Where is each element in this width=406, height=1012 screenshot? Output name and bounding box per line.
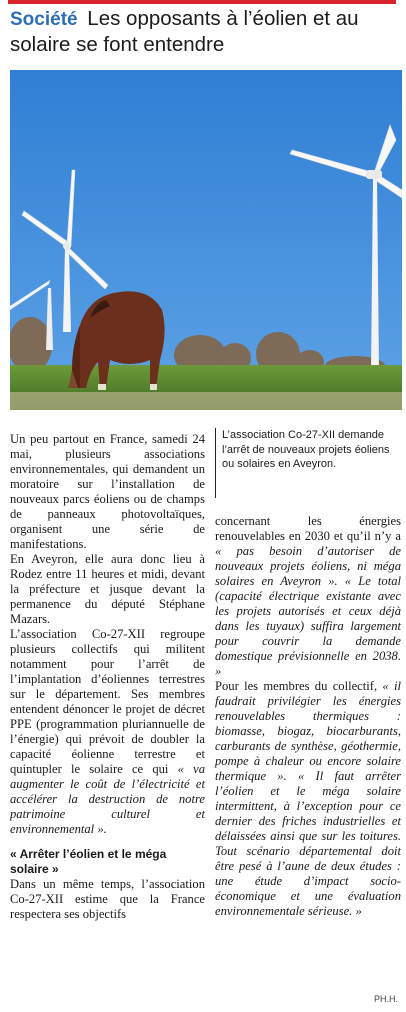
quote: « Il faut arrêter l’éolien et le méga solaire intermittent, à l’exception pour ce dernier des friches industrielles et délaissées ainsi que sur les toitures. Tout scénario départemental doit être pesé à l’aune de deux études : une étude d’impact socio-économique et une évaluation environnementale sérieuse. »: [215, 769, 401, 918]
article-photo: [10, 70, 402, 410]
paragraph: Pour les membres du collectif, « il faudrait privilégier les énergies renouvelables thermiques : biomasse, biogaz, biocarburants, carburants de synthèse, géothermie, pompe à chaleur ou encore solaire thermique ». « Il faut arrêter l’éolien et le méga solaire intermittent, à l’exception pour ce dernier des friches industrielles et délaissées ainsi que sur les toitures. Tout scénario départemental doit être pesé à l’aune de deux études : une étude d’impact socio-économique et une évaluation environnementale sérieuse. »: [215, 679, 401, 918]
article-title: Les opposants à l’éolien et au solaire se font entendre: [10, 7, 359, 56]
paragraph: En Aveyron, elle aura donc lieu à Rodez entre 11 heures et midi, devant la préfecture et jusque devant la permanence du député Stéphane Mazars.: [10, 552, 205, 626]
section-color-bar: [8, 0, 396, 4]
wind-turbines-horse-photo: [10, 70, 402, 410]
quote: « pas besoin d’autoriser de nouveaux projets éoliens, ni méga solaires en Aveyron ».: [215, 544, 401, 588]
caption-rule: [215, 428, 216, 498]
author-signature: PH.H.: [373, 994, 398, 1004]
article-column-left: [10, 432, 205, 922]
section-rubric: Société: [10, 9, 78, 30]
paragraph: L’association Co-27-XII regroupe plusieurs collectifs qui militent notamment pour l’arrêt de l’implantation d’éoliennes terrestres sur le département. Ses membres entendent dénoncer le projet de décret PPE (programmation pluriannuelle de l’énergie) qui prévoit de doubler la capacité éolienne terrestre et quintupler le solaire ce qui « va augmenter le coût de l’électricité et accélérer la destruction de notre patrimoine culturel et environnemental ».: [10, 627, 205, 836]
paragraph: concernant les énergies renouvelables en 2030 et qu’il n’y a « pas besoin d’autoriser de nouveaux projets éoliens, ni méga solaires en Aveyron ». « Le total (capacité électrique existante avec les projets autorisés et ceux déjà dans les tuyaux) suffira largement pour couvrir la demande domestique prévisionnelle en 2038. »: [215, 514, 402, 678]
photo-caption: L’association Co-27-XII demande l’arrêt de nouveaux projets éoliens ou solaires en Aveyron.: [222, 429, 390, 470]
quote: « va augmenter le coût de l’électricité et accélérer la destruction de notre patrimoine culturel et environnemental ».: [10, 762, 205, 836]
headline: [10, 6, 396, 57]
paragraph: Un peu partout en France, samedi 24 mai, plusieurs associations environnementales, qui demandent un moratoire sur l’installation de nouveaux parcs éoliens ou de champs de panneaux photovoltaïques, organisent une série de manifestations.: [10, 432, 205, 551]
quote: « il faudrait privilégier les énergies renouvelables thermiques : biomasse, biogaz, biocarburants, carburants de synthèse, géothermie, pompe à chaleur ou encore solaire thermique ».: [215, 679, 401, 783]
article-column-right: [215, 514, 401, 919]
paragraph: Dans un même temps, l’association Co-27-XII estime que la France respectera ses objectifs: [10, 877, 205, 921]
quote: « Le total (capacité électrique existante avec les projets autorisés et ceux déjà dans les tuyaux) suffira largement pour couvrir la demande domestique prévisionnelle en 2038. »: [215, 574, 402, 678]
article-subhead: « Arrêter l’éolien et le méga solaire »: [10, 847, 167, 876]
